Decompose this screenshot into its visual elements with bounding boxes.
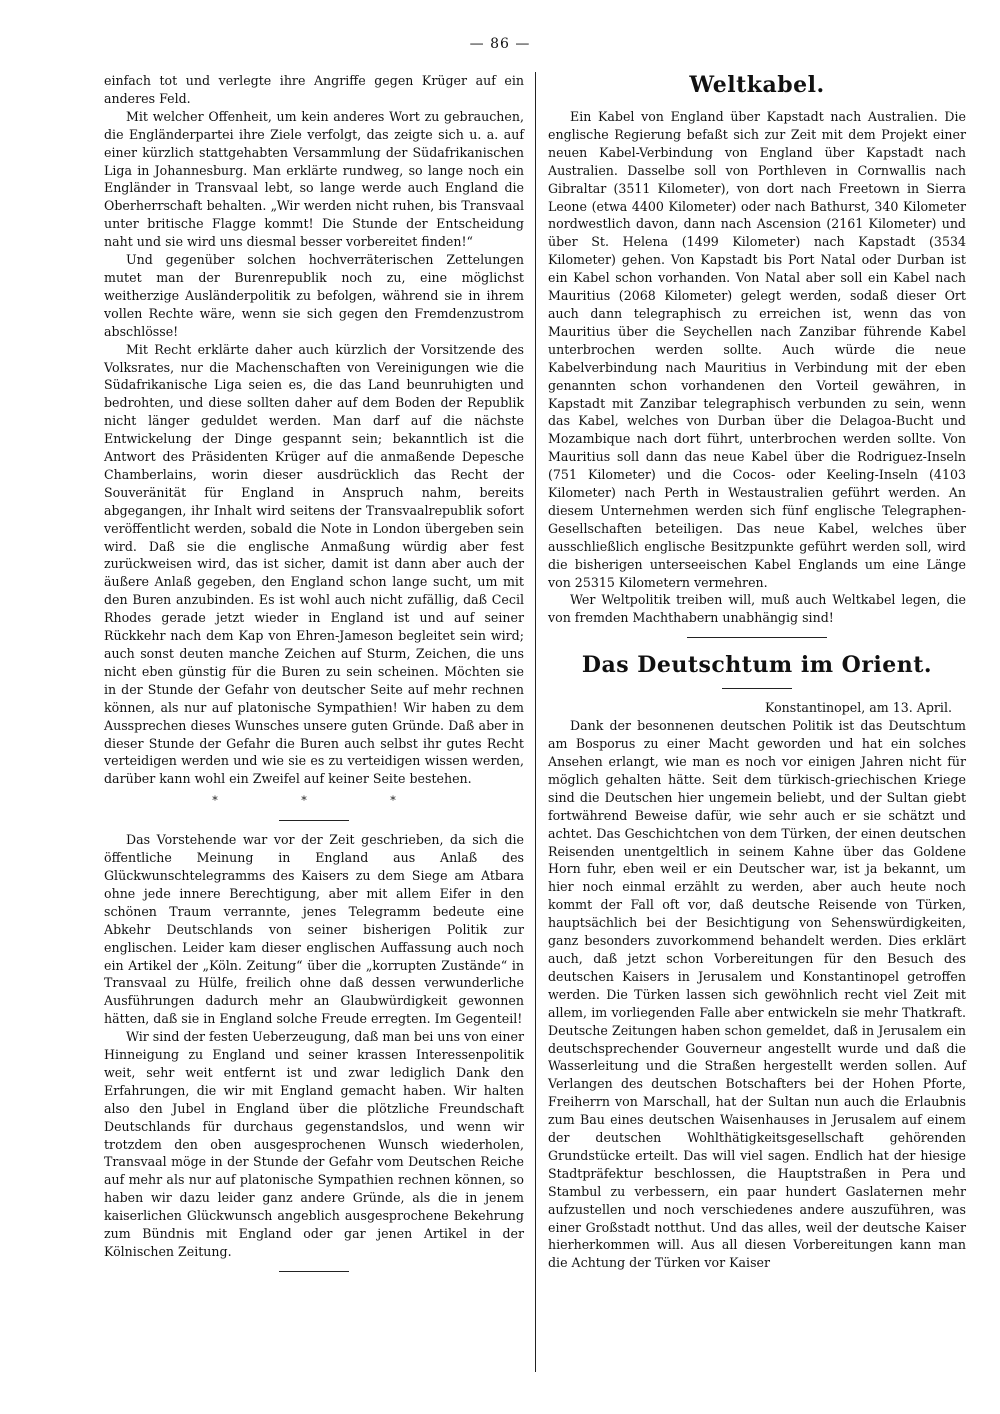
paragraph: einfach tot und verlegte ihre Angriffe gegen Krüger auf ein anderes Feld. xyxy=(104,73,524,106)
page-number: — 86 — xyxy=(469,36,531,52)
title-rule xyxy=(722,688,792,689)
article-rule xyxy=(687,637,827,638)
article-title-deutschtum: Das Deutschtum im Orient. xyxy=(581,652,933,679)
paragraph: Mit welcher Offenheit, um kein anderes Wort zu gebrauchen, die Engländerpartei ihre Ziele verfolgt, das zeigte sich u. a. auf einer kürzlich stattgehabten Versammlung der Südafrikanischen Liga in Johannesburg. Man erklärte rundweg, so lange noch ein Engländer in Transvaal lebt, so lange werde auch England die Oberherrschaft behalten. „Wir werden nicht ruhen, bis Transvaal unter britische Flagge kommt! Die Stunde der Entscheidung naht und sie wird uns diesmal besser vorbereitet finden!“ xyxy=(104,108,524,250)
section-rule xyxy=(279,820,349,821)
section-stars: * * * xyxy=(212,794,436,808)
left-column xyxy=(104,72,524,1374)
paragraph: Das Vorstehende war vor der Zeit geschrieben, da sich die öffentliche Meinung in England aus Anlaß des Glückwunschtelegramms des Kaisers zu dem Siege am Atbara ohne jede innere Berechtigung, aber mit allem Eifer in den schönen Traum verrannte, jenes Telegramm bedeute eine Abkehr Deutschlands von seiner bisherigen Politik zur englischen. Leider kam dieser englischen Auffassung auch noch ein Artikel der „Köln. Zeitung“ über die „korrupten Zustände“ in Transvaal zu Hülfe, freilich ohne daß dessen verwunderliche Ausführungen dadurch mehr an Glaubwürdigkeit gewonnen hätten, daß sie in England solche Freude erregten. Im Gegenteil! xyxy=(104,832,524,1027)
paragraph: Und gegenüber solchen hochverräterischen Zettelungen mutet man der Burenrepublik noch zu, eine möglichst weitherzige Ausländerpolitik zu befolgen, während sie in ihrem vollen Rechte wäre, wenn sie sich gegen den Fremdenzustrom abschlösse! xyxy=(104,252,524,339)
paragraph: Ein Kabel von England über Kapstadt nach Australien. Die englische Regierung befaßt sich zur Zeit mit dem Projekt einer neuen Kabel-Verbindung von England über Kapstadt nach Australien. Dasselbe soll von Porthleven in Cornwallis nach Gibraltar (3511 Kilometer), von dort nach Freetown in Sierra Leone (etwa 4400 Kilometer) oder nach Bathurst, 340 Kilometer nordwestlich davon, dann nach Ascension (2161 Kilometer) und über St. Helena (1499 Kilometer) nach Kapstadt (3534 Kilometer) gehen. Von Kapstadt bis Port Natal oder Durban ist ein Kabel schon vorhanden. Von Natal aber soll ein Kabel nach Mauritius (2068 Kilometer) gelegt werden, sodaß dieser Ort auch dann telegraphisch zu erreichen ist, wenn das von Mauritius über die Seychellen nach Zanzibar führende Kabel unterbrochen werden sollte. Auch würde die neue Kabelverbindung nach Mauritius in Verbindung mit der eben genannten schon vorhandenen den Vorteil gewähren, in Kapstadt mit Zanzibar telegraphisch verbunden zu sein, wenn das Kabel, welches von Durban über die Delagoa-Bucht und Mozambique nach dort führt, unterbrochen werden sollte. Von Mauritius soll dann das neue Kabel über die Rodriguez-Inseln (751 Kilometer) und die Cocos- oder Keeling-Inseln (4103 Kilometer) nach Perth in Westaustralien geführt werden. An diesem Unternehmen werden sich fünf englische Telegraphen-Gesellschaften beteiligen. Das neue Kabel, welches über ausschließlich englische Besitzpunkte geführt werden soll, wird die bisherigen unterseeischen Kabel Englands um eine Länge von 25315 Kilometern vermehren. xyxy=(548,109,966,590)
column-divider xyxy=(535,72,536,1372)
paragraph: Dank der besonnenen deutschen Politik ist das Deutschtum am Bosporus zu einer Macht geworden und hat ein solches Ansehen erlangt, wie man es noch vor einigen Jahren nicht für möglich gehalten hätte. Seit dem türkisch-griechischen Kriege sind die Deutschen hier ungemein beliebt, und der Sultan giebt fortwährend Beweise dafür, wie sehr auch er sie schätzt und achtet. Das Geschichtchen von dem Türken, der einen deutschen Reisenden unentgeltlich in seinem Kahne über das Goldene Horn fuhr, eben weil er ein Deutscher war, ist ja bekannt, um hier noch einmal erzählt zu werden, aber auch heute noch kommt der Fall oft vor, daß deutsche Reisende von Türken, hauptsächlich bei der Besichtigung von Sehenswürdigkeiten, ganz besonders zuvorkommend behandelt werden. Dies erklärt auch, daß jetzt schon Vorbereitungen für den Besuch des deutschen Kaisers in Jerusalem und Konstantinopel getroffen werden. Die Türken lassen sich gewöhnlich recht viel Zeit mit allem, im vorliegenden Falle aber entwickeln sie mehr Thatkraft. Deutsche Zeitungen haben schon gemeldet, daß in Jerusalem ein deutschsprechender Gouverneur angestellt wurde und daß die Wasserleitung und die Straßen hergestellt werden sollen. Auf Verlangen des deutschen Botschafters bei der Hohen Pforte, Freiherrn von Marschall, hat der Sultan nun auch die Erlaubnis zum Bau eines deutschen Waisenhauses in Jerusalem auf einem der deutschen Wohlthätigkeitsgesellschaft gehörenden Grundstücke erteilt. Das will viel sagen. Endlich hat der hiesige Stadtpräfektur beschlossen, die Hauptstraßen in Pera und Stambul zu verbessern, ein paar hundert Gaslaternen mehr aufzustellen und noch verschiedenes andere auszuführen, was einer Großstadt notthut. Und das alles, weil der deutsche Kaiser hierherkommen will. Aus all diesen Vorbereitungen kann man die Achtung der Türken vor Kaiser xyxy=(548,718,966,1271)
right-column xyxy=(548,72,966,1374)
paragraph: Wer Weltpolitik treiben will, muß auch Weltkabel legen, die von fremden Machthabern unabhängig sind! xyxy=(548,592,966,626)
article-title-weltkabel: Weltkabel. xyxy=(689,72,825,98)
end-rule xyxy=(279,1271,349,1272)
dateline: Konstantinopel, am 13. April. xyxy=(765,700,952,716)
paragraph: Wir sind der festen Ueberzeugung, daß man bei uns von einer Hinneigung zu England und seiner krassen Interessenpolitik weit, sehr weit entfernt ist und zwar lediglich Dank den Erfahrungen, die wir mit England gemacht haben. Wir halten also den Jubel in England über die plötzliche Freundschaft Deutschlands für durchaus gegenstandslos, und wenn wir trotzdem den oben ausgesprochenen Wunsch wiederholen, Transvaal möge in der Stunde der Gefahr vom Deutschen Reiche auf mehr als nur auf platonische Sympathien rechnen können, so haben wir dazu leider ganz andere Gründe, als die in jenem kaiserlichen Glückwunsch angeblich ausgesprochene Bekehrung zum Bündnis mit England oder gar jenen Artikel in der Kölnischen Zeitung. xyxy=(104,1029,524,1259)
paragraph: Mit Recht erklärte daher auch kürzlich der Vorsitzende des Volksrates, nur die Machenschaften von Vereinigungen wie die Südafrikanische Liga seien es, die das Land beunruhigten und bedrohten, und diese sollten daher auf dem Boden der Republik nicht länger geduldet werden. Man darf auf die nächste Entwickelung der Dinge gespannt sein; bekanntlich ist die Antwort des Präsidenten Krüger auf die anmaßende Depesche Chamberlains, worin dieser ausdrücklich das Recht der Souveränität für England in Anspruch nahm, bereits abgegangen, ihr Inhalt wird seitens der Transvaalrepublik sofort veröffentlicht werden, sobald die Note in London übergeben sein wird. Daß sie die englische Anmaßung würdig aber fest zurückweisen wird, das ist sicher, damit ist dann aber auch der äußere Anlaß gegeben, den England schon lange sucht, um mit den Buren anzubinden. Es ist wohl auch nicht zufällig, daß Cecil Rhodes gerade jetzt wieder in England ist und auf seiner Rückkehr nach dem Kap von Ehren-Jameson begleitet sein wird; auch sonst deuten manche Zeichen auf Sturm, Zeichen, die uns nicht eben günstig für die Buren zu sein scheinen. Möchten sie in der Stunde der Gefahr von deutscher Seite auf mehr rechnen können, als nur auf platonische Sympathien! Wir haben zu dem Aussprechen dieses Wunsches unsere guten Gründe. Daß aber in dieser Stunde der Gefahr die Buren auch selbst ihr gutes Recht verteidigen werden und wie sie es zu verteidigen wissen werden, darüber kann wohl ein Zweifel auf keiner Seite bestehen. xyxy=(104,341,524,787)
